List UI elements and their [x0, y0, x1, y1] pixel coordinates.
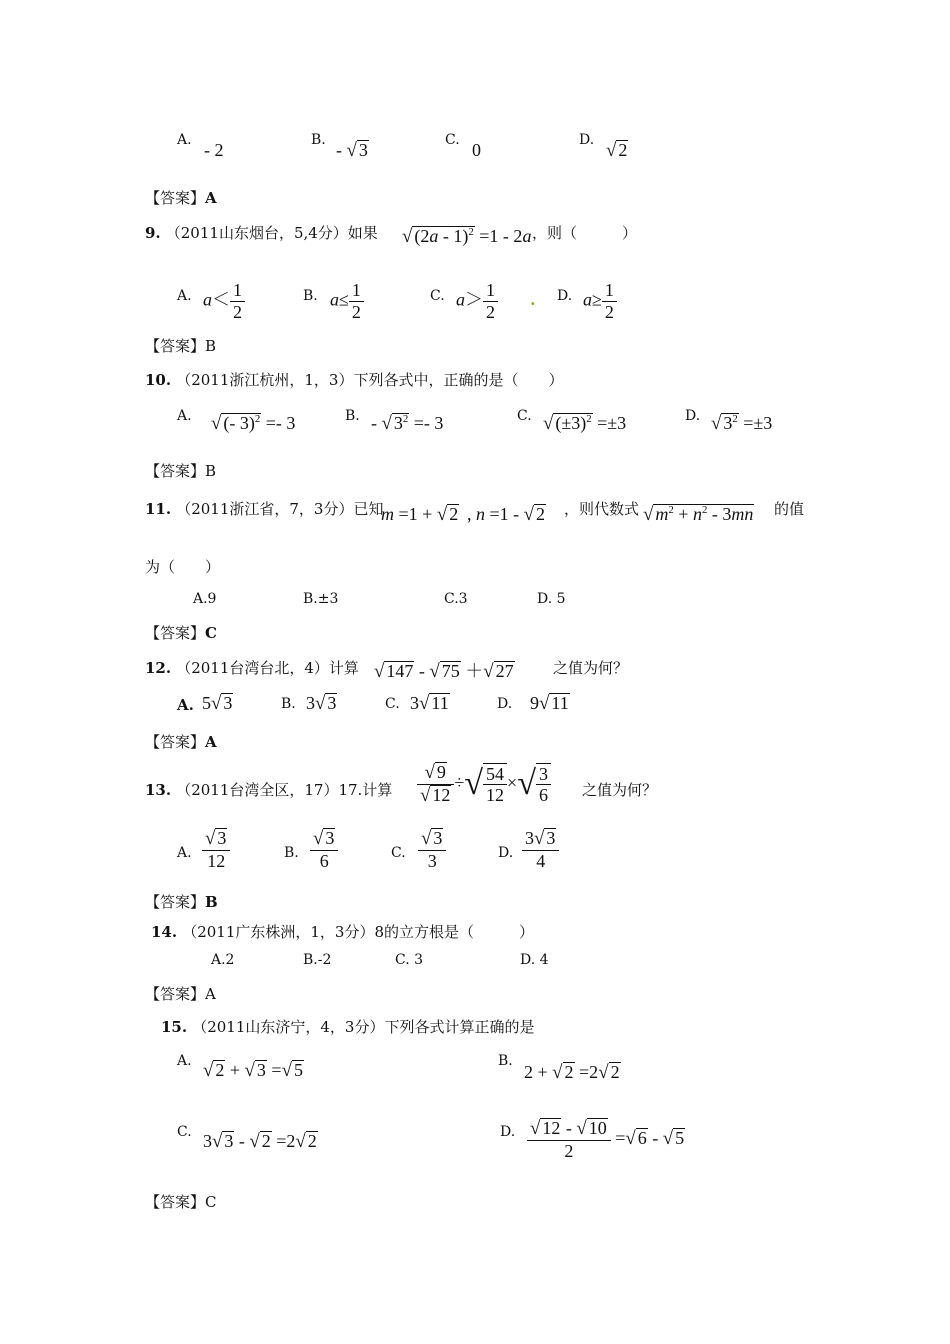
option-coef: 3: [410, 693, 419, 713]
option-label: C.: [430, 288, 445, 304]
option-label: A.: [177, 1053, 192, 1069]
question-source: （2011台湾台北，4）: [176, 659, 329, 677]
question-source: （2011山东烟台，5,4分）: [165, 224, 348, 242]
q13-answer: [145, 891, 218, 912]
question-number: 12.: [145, 659, 172, 677]
option-label: A.: [177, 696, 194, 714]
answer-value: B: [205, 893, 218, 911]
option-label: B.: [498, 1053, 513, 1069]
option-value: $\frac{√ 3}{6}$: [310, 828, 338, 871]
question-source: （2011山东济宁，4，3分）: [192, 1018, 385, 1036]
question-text: 计算: [362, 781, 393, 799]
answer-prefix: 【答案】: [145, 337, 206, 355]
answer-prefix: 【答案】: [145, 462, 206, 480]
answer-value: A: [205, 985, 216, 1003]
q12-stem: [145, 657, 359, 678]
question-text: 下列各式中，正确的是（ ）: [353, 371, 564, 389]
q8-option-d-value: √ 2: [606, 140, 628, 161]
option-label: A.: [177, 288, 192, 304]
option-coef: 9: [530, 693, 539, 713]
option-label: C.: [177, 1124, 192, 1140]
q11-m-def: m =1 + √ 2: [381, 504, 459, 525]
q9-stem: [145, 222, 378, 243]
q8-answer: [145, 187, 217, 208]
option-value: - √ $3^2 =- 3$: [371, 413, 444, 434]
q14-option-d[interactable]: D. 4: [520, 952, 549, 968]
q14-option-c[interactable]: C. 3: [395, 952, 424, 968]
q9-answer: [145, 335, 216, 356]
option-value: √ (- 3)$^2$ =- 3: [211, 413, 296, 434]
question-source: （2011广东株洲，1，3分）: [182, 923, 375, 941]
option-radicand: 3: [223, 693, 233, 713]
answer-prefix: 【答案】: [145, 985, 206, 1003]
q11-text-mid: ，则代数式: [564, 500, 640, 518]
option-coef: 5: [202, 693, 211, 713]
answer-value: B: [205, 337, 217, 355]
option-coef: 3: [306, 693, 315, 713]
q11-option-d[interactable]: D. 5: [537, 591, 566, 607]
option-value: $\frac{√ 3}{12}$: [202, 828, 230, 871]
question-number: 14.: [151, 923, 178, 941]
q12-answer: [145, 731, 217, 752]
option-radicand: 11: [431, 693, 449, 713]
q14-option-b[interactable]: B.-2: [303, 952, 332, 968]
question-text: 计算: [328, 659, 359, 677]
option-label: D.: [500, 1124, 516, 1140]
q8-option-b-label: B.: [311, 132, 326, 148]
q11-option-c[interactable]: C.3: [444, 591, 468, 607]
question-number: 9.: [145, 224, 161, 242]
q14-stem: [151, 921, 534, 942]
answer-prefix: 【答案】: [145, 624, 206, 642]
question-text: 下列各式计算正确的是: [384, 1018, 535, 1036]
option-label: D.: [685, 408, 701, 424]
question-source: （2011浙江省，7，3分）: [176, 500, 354, 518]
answer-prefix: 【答案】: [145, 733, 206, 751]
option-value: √ $(\pm 3)^2 =\pm 3$: [543, 413, 627, 434]
q12-text-after: 之值为何？: [553, 659, 629, 677]
option-value: 9√ 11: [530, 693, 569, 714]
answer-value: A: [205, 189, 217, 207]
q15-stem: [161, 1016, 534, 1037]
answer-prefix: 【答案】: [145, 893, 206, 911]
option-label: D.: [498, 845, 514, 861]
option-value: 2 + √ 2 =2√ 2: [524, 1062, 620, 1083]
option-label: B.: [303, 288, 318, 304]
option-label: C.: [385, 696, 400, 712]
answer-prefix: 【答案】: [145, 1193, 206, 1211]
question-text: 已知: [353, 500, 384, 518]
option-label: D.: [557, 288, 573, 304]
q11-stem: [145, 498, 383, 519]
option-radicand: 11: [551, 693, 569, 713]
answer-value: A: [205, 733, 217, 751]
answer-value: C: [205, 624, 217, 642]
q11-n-def: , n =1 - √ 2: [467, 504, 546, 525]
q10-stem: [145, 369, 563, 390]
question-number: 13.: [145, 781, 172, 799]
q11-answer: [145, 622, 217, 643]
q11-option-b[interactable]: B.±3: [303, 591, 339, 607]
q12-expression: √ 147 - √ 75 ＋√ 27: [374, 661, 514, 682]
question-text: 如果: [347, 224, 378, 242]
option-value: a＜ $\frac{1}{2}$: [203, 280, 245, 322]
answer-value: C: [205, 1193, 217, 1211]
q11-text-end: 的值: [774, 500, 805, 518]
q13-text-after: 之值为何？: [582, 781, 658, 799]
option-label: A.: [177, 408, 192, 424]
option-value: $\frac{3√ 3}{4}$: [522, 828, 559, 871]
option-label: C.: [391, 845, 406, 861]
question-source: （2011台湾全区，17）17.: [176, 781, 363, 799]
q8-option-b-value: - √ 3: [336, 140, 368, 161]
option-radicand: 3: [327, 693, 337, 713]
q11-text-line2: 为（ ）: [145, 558, 221, 576]
option-value: √ $3^2 =\pm 3$: [711, 413, 773, 434]
q8-option-c-label: C.: [445, 132, 460, 148]
q9-text-after: ，则（ ）: [532, 224, 638, 242]
q8-option-c-value: 0: [472, 140, 481, 160]
answer-prefix: 【答案】: [145, 189, 206, 207]
option-value: $\frac{√ 12 - √ 10}{2}$ =√ 6 - √ 5: [527, 1118, 685, 1161]
q8-option-a-value: - 2: [204, 140, 224, 160]
option-value: a≤ $\frac{1}{2}$: [330, 280, 364, 322]
question-number: 15.: [161, 1018, 188, 1036]
question-source: （2011浙江杭州，1，3）: [176, 371, 354, 389]
q14-answer: [145, 983, 216, 1004]
q10-answer: [145, 460, 216, 481]
option-label: C.: [517, 408, 532, 424]
question-number: 11.: [145, 500, 172, 518]
option-value: 3√ 3 - √ 2 =2√ 2: [203, 1131, 317, 1152]
q8-option-a-label: A.: [177, 132, 192, 148]
q13-stem: [145, 779, 392, 800]
option-value: 3√ 11: [410, 693, 449, 714]
q13-expression: $\frac{√ 9}{√ 12}$ ÷√ $\frac{54}{12}$ ×√ $\frac{3}{6}$: [417, 762, 551, 806]
option-label: B.: [284, 845, 299, 861]
answer-value: B: [205, 462, 217, 480]
q14-option-a[interactable]: A.2: [211, 952, 235, 968]
option-label: B.: [345, 408, 360, 424]
q8-option-d-label: D.: [579, 132, 595, 148]
q11-expression: √ $m^2 + n^2 - 3mn$: [643, 504, 754, 525]
q11-option-a[interactable]: A.9: [193, 591, 217, 607]
option-value: $\frac{√ 3}{3}$: [418, 828, 446, 871]
option-label: D.: [497, 696, 513, 712]
option-value: 5√ 3: [202, 693, 233, 714]
question-text: 8的立方根是（ ）: [374, 923, 535, 941]
option-value: a＞ $\frac{1}{2}$: [456, 280, 498, 322]
option-value: 3√ 3: [306, 693, 337, 714]
question-number: 10.: [145, 371, 172, 389]
q9-equation: √ (2a - 1)$^2$ =1 - 2a: [402, 226, 532, 247]
option-label: B.: [281, 696, 296, 712]
option-value: √ 2 + √ 3 =√ 5: [203, 1060, 303, 1081]
decorative-dot: .: [530, 290, 536, 309]
q15-answer: [145, 1191, 217, 1212]
option-value: a≥ $\frac{1}{2}$: [583, 280, 617, 322]
option-label: A.: [177, 845, 192, 861]
